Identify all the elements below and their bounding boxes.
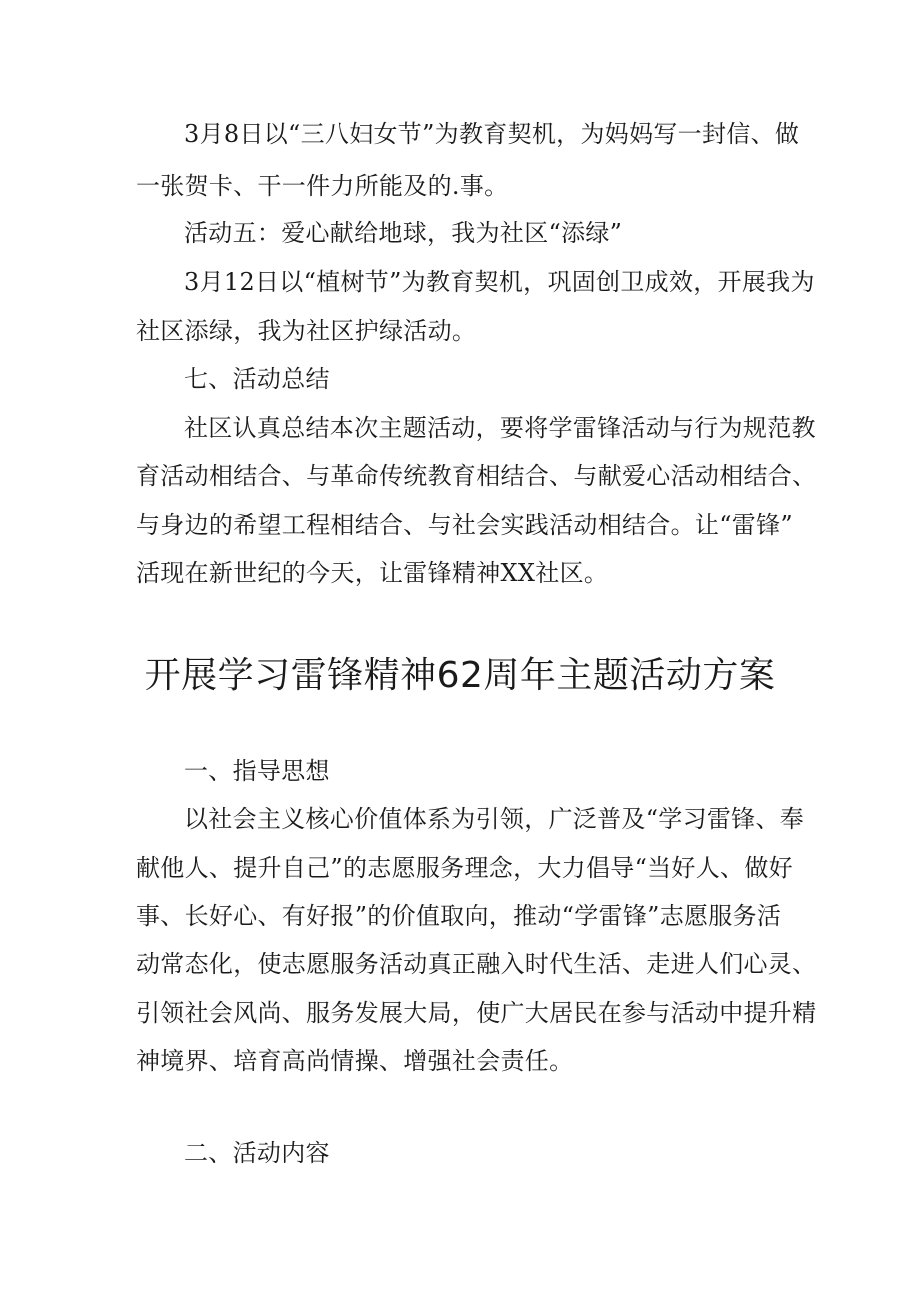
paragraph-line: 一张贺卡、干一件力所能及的.事。 — [136, 172, 509, 200]
paragraph-line: 3月12日以“植树节”为教育契机，巩固创卫成效，开展我为 — [184, 268, 815, 296]
paragraph-line: 以社会主义核心价值体系为引领，广泛普及“学习雷锋、奉 — [184, 805, 805, 833]
paragraph-line: 引领社会风尚、服务发展大局，使广大居民在参与活动中提升精 — [136, 999, 817, 1027]
activity-five-heading: 活动五：爱心献给地球，我为社区“添绿” — [184, 219, 623, 247]
paragraph-line: 事、长好心、有好报”的价值取向，推动“学雷锋”志愿服务活 — [136, 902, 782, 930]
guiding-ideology-heading: 一、指导思想 — [184, 757, 330, 785]
paragraph-line: 活现在新世纪的今天，让雷锋精神XX社区。 — [136, 559, 609, 587]
document-title: 开展学习雷锋精神62周年主题活动方案 — [144, 655, 776, 696]
paragraph-line: 献他人、提升自己”的志愿服务理念，大力倡导“当好人、做好 — [136, 854, 793, 882]
paragraph-line: 社区认真总结本次主题活动，要将学雷锋活动与行为规范教 — [184, 414, 816, 442]
paragraph-line: 社区添绿，我为社区护绿活动。 — [136, 317, 477, 345]
paragraph-line: 育活动相结合、与革命传统教育相结合、与献爱心活动相结合、 — [136, 462, 817, 490]
paragraph-line: 神境界、培育高尚情操、增强社会责任。 — [136, 1047, 574, 1075]
paragraph-line: 3月8日以“三八妇女节”为教育契机，为妈妈写一封信、做 — [184, 120, 800, 148]
paragraph-line: 动常态化，使志愿服务活动真正融入时代生活、走进人们心灵、 — [136, 950, 817, 978]
summary-heading: 七、活动总结 — [184, 365, 330, 393]
activity-content-heading: 二、活动内容 — [184, 1139, 330, 1167]
paragraph-line: 与身边的希望工程相结合、与社会实践活动相结合。让“雷锋” — [136, 511, 793, 539]
